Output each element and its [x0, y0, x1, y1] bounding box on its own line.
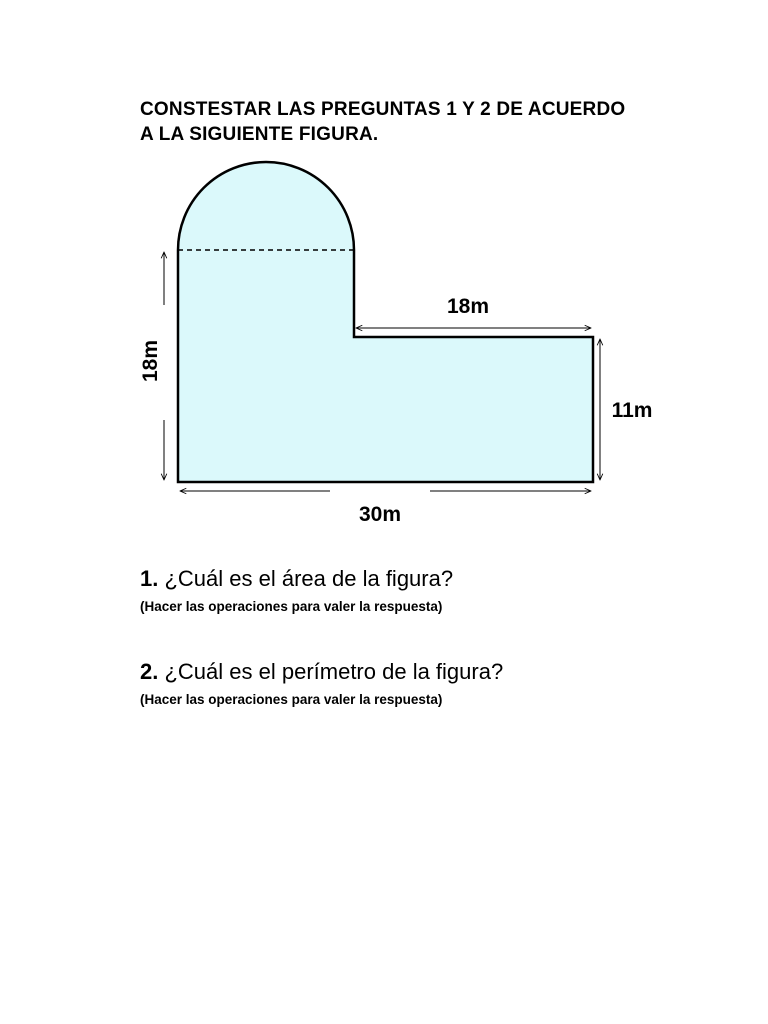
instructions-line-2: A LA SIGUIENTE FIGURA.: [140, 124, 379, 145]
question-2-text: ¿Cuál es el perímetro de la figura?: [158, 659, 504, 684]
bottom-dimension: [180, 491, 591, 526]
right-dimension: [600, 339, 652, 480]
question-1-text: ¿Cuál es el área de la figura?: [158, 566, 454, 591]
question-1: [140, 566, 740, 616]
question-2-line: [140, 659, 740, 685]
question-1-number: 1.: [140, 566, 159, 591]
question-2-hint: (Hacer las operaciones para valer la respuesta): [140, 692, 443, 707]
question-2: [140, 659, 740, 709]
instructions-line-1: CONSTESTAR LAS PREGUNTAS 1 Y 2 DE ACUERDO: [140, 99, 626, 120]
step-width-dimension: [356, 295, 591, 328]
question-1-line: [140, 566, 740, 592]
step-width-dimension-label: 18m: [446, 295, 490, 318]
figure-shape: [178, 162, 593, 482]
question-2-number: 2.: [140, 659, 159, 684]
bottom-dimension-label: 30m: [358, 503, 402, 526]
left-dimension-label: 18m: [139, 339, 162, 383]
question-1-hint: (Hacer las operaciones para valer la respuesta): [140, 599, 443, 614]
right-dimension-label: 11m: [611, 399, 653, 422]
left-dimension: [139, 252, 164, 480]
